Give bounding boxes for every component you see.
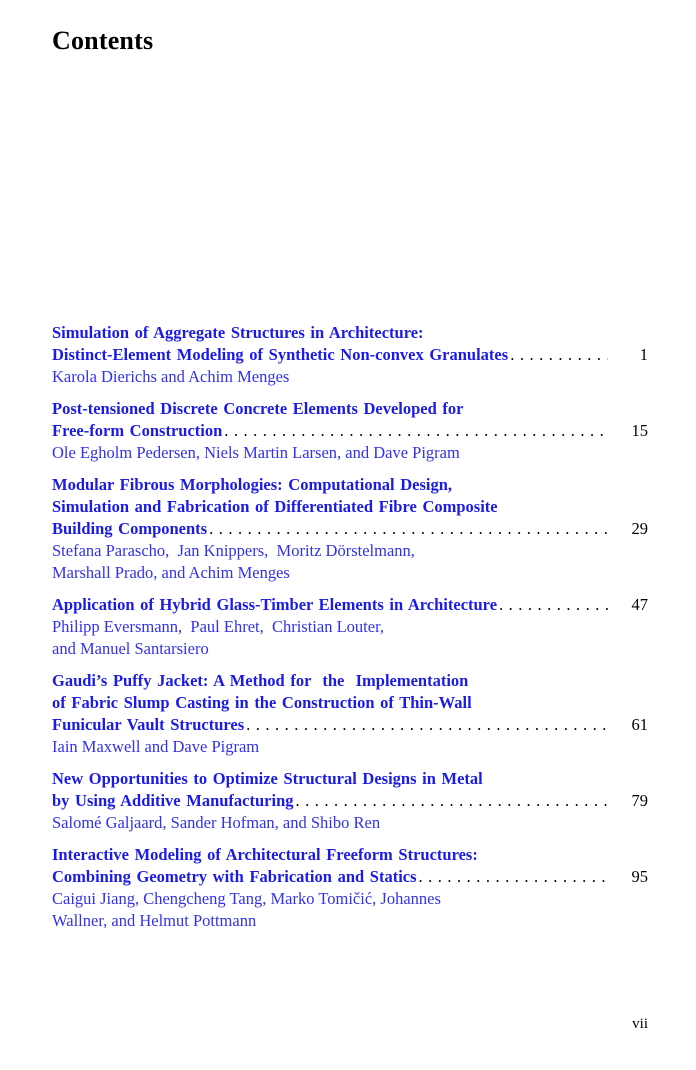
chapter-title-link[interactable]: Distinct-Element Modeling of Synthetic Non-convex Granulates [52,344,509,364]
chapter-title-line[interactable]: Simulation and Fabrication of Differentiated Fibre Composite [52,496,498,516]
chapter-page-number[interactable]: 61 [631,714,648,734]
chapter-authors-line: and Manuel Santarsiero [52,638,209,658]
chapter-title-row [52,518,648,540]
chapter-title-line[interactable]: of Fabric Slump Casting in the Construction of Thin-Wall [52,692,472,712]
chapter-title-row [52,714,648,736]
dot-leader [497,594,608,616]
dot-leader [417,866,608,888]
chapter-title-row [52,790,648,812]
chapter-page-number[interactable]: 15 [631,420,648,440]
page-title: Contents [52,26,154,55]
chapter-title-link[interactable]: Combining Geometry with Fabrication and Statics [52,866,417,886]
dot-leader [222,420,608,442]
chapter-title-link[interactable]: by Using Additive Manufacturing [52,790,294,810]
toc-list [52,322,648,932]
toc-entry [52,670,648,758]
chapter-title-line[interactable]: Post-tensioned Discrete Concrete Elements Developed for [52,398,464,418]
toc-entry [52,768,648,834]
dot-leader [508,344,608,366]
chapter-authors-line: Iain Maxwell and Dave Pigram [52,736,260,756]
chapter-authors-line: Karola Dierichs and Achim Menges [52,366,290,386]
chapter-authors-line: Caigui Jiang, Chengcheng Tang, Marko Tomičić, Johannes [52,888,441,908]
toc-entry [52,322,648,388]
chapter-authors-line: Marshall Prado, and Achim Menges [52,562,290,582]
dot-leader [207,518,608,540]
chapter-title-link[interactable]: Building Components [52,518,208,538]
dot-leader [294,790,609,812]
chapter-title-link[interactable]: Application of Hybrid Glass-Timber Elements in Architecture [52,594,498,614]
toc-entry [52,594,648,660]
chapter-title-link[interactable]: Free-form Construction [52,420,223,440]
chapter-page-number[interactable]: 29 [631,518,648,538]
chapter-authors-line: Ole Egholm Pedersen, Niels Martin Larsen, and Dave Pigram [52,442,460,462]
chapter-authors-line: Wallner, and Helmut Pottmann [52,910,257,930]
chapter-title-link[interactable]: Funicular Vault Structures [52,714,245,734]
chapter-page-number[interactable]: 1 [639,344,648,364]
chapter-title-row [52,594,648,616]
chapter-title-line[interactable]: New Opportunities to Optimize Structural Designs in Metal [52,768,483,788]
folio-page-number: vii [632,1016,648,1032]
chapter-title-line[interactable]: Simulation of Aggregate Structures in Architecture: [52,322,424,342]
toc-entry [52,844,648,932]
toc-entry [52,398,648,464]
chapter-authors-line: Philipp Eversmann, Paul Ehret, Christian Louter, [52,616,385,636]
toc-entry [52,474,648,584]
chapter-authors-line: Salomé Galjaard, Sander Hofman, and Shibo Ren [52,812,381,832]
chapter-title-row [52,344,648,366]
chapter-page-number[interactable]: 47 [631,594,648,614]
dot-leader [244,714,608,736]
chapter-page-number[interactable]: 79 [631,790,648,810]
chapter-page-number[interactable]: 95 [631,866,648,886]
chapter-title-row [52,866,648,888]
chapter-title-line[interactable]: Modular Fibrous Morphologies: Computational Design, [52,474,453,494]
chapter-title-row [52,420,648,442]
chapter-authors-line: Stefana Parascho, Jan Knippers, Moritz Dörstelmann, [52,540,415,560]
chapter-title-line[interactable]: Interactive Modeling of Architectural Freeform Structures: [52,844,478,864]
chapter-title-line[interactable]: Gaudi’s Puffy Jacket: A Method for the Implementation [52,670,469,690]
